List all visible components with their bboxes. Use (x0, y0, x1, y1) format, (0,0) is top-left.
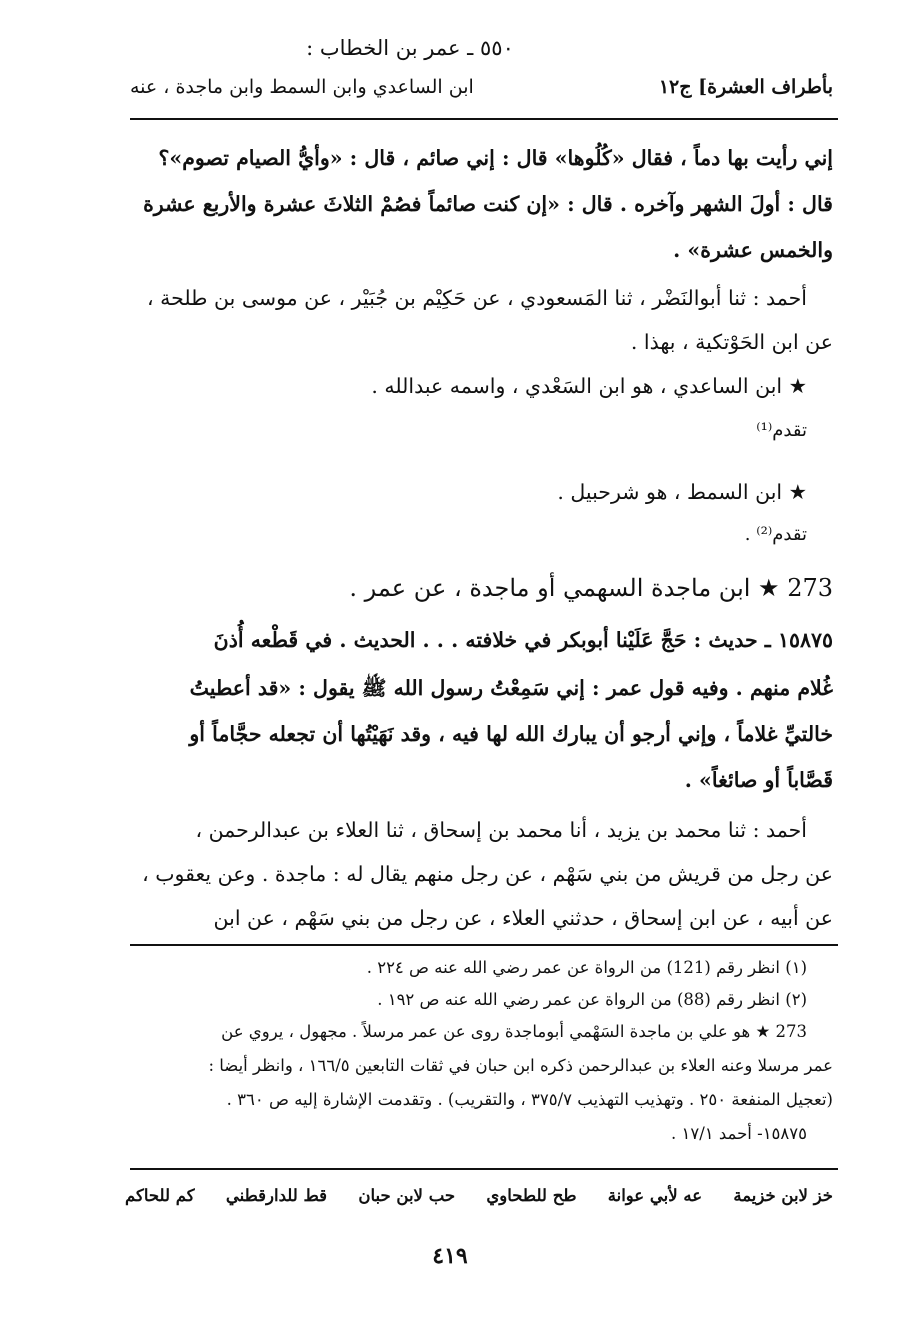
header-rule (130, 118, 838, 120)
body-line: عن ابن الحَوْتكية ، بهذا . (630, 330, 833, 354)
footnote: (٢) انظر رقم (88) من الرواة عن عمر رضي الله عنه ص ١٩٢ . (377, 990, 807, 1009)
running-head-book: بأطراف العشرة] ج١٢ (658, 76, 833, 98)
footnote: (تعجيل المنفعة ٢٥٠ . وتهذيب التهذيب ٣٧٥/٧ ، والتقريب) . وتقدمت الإشارة إليه ص ٣٦٠ . (226, 1090, 833, 1109)
footnote: (١) انظر رقم (121) من الرواة عن عمر رضي الله عنه ص ٢٢٤ . (366, 958, 807, 977)
entry-heading: 273 ★ ابن ماجدة السهمي أو ماجدة ، عن عمر . (349, 574, 833, 602)
footnote-rule (130, 944, 838, 946)
isnad-line: أحمد : ثنا محمد بن يزيد ، أنا محمد بن إسحاق ، ثنا العلاء بن عبدالرحمن ، (195, 818, 807, 842)
footnote: عمر مرسلا وعنه العلاء بن عبدالرحمن ذكره ابن حبان في ثقات التابعين ١٦٦/٥ ، وانظر أيضا : (208, 1056, 833, 1075)
body-line: والخمس عشرة» . (673, 238, 833, 262)
page-number: ٤١٩ (432, 1243, 468, 1269)
running-head-title: ٥٥٠ ـ عمر بن الخطاب : (306, 36, 514, 60)
siglum: طح للطحاوي (486, 1186, 577, 1205)
star-note: ★ ابن السمط ، هو شرحبيل . (557, 480, 807, 504)
body-line: إني رأيت بها دماً ، فقال «كُلُوها» قال : إني صائم ، قال : «وأيُّ الصيام تصوم»؟ (158, 146, 833, 170)
sigla-rule (130, 1168, 838, 1170)
cross-reference: تقدم⁽¹⁾ (756, 420, 807, 441)
siglum: خز لابن خزيمة (733, 1186, 833, 1205)
isnad-line: عن رجل من قريش من بني سَهْم ، عن رجل منهم يقال له : ماجدة . وعن يعقوب ، (142, 862, 833, 886)
footnote: ١٥٨٧٥- أحمد ١٧/١ . (670, 1124, 807, 1143)
body-line: أحمد : ثنا أبوالنَضْر ، ثنا المَسعودي ، عن حَكِيْم بن جُبَيْر ، عن موسى بن طلحة ، (147, 286, 807, 310)
siglum: كم للحاكم (125, 1186, 195, 1205)
running-head-section: ابن الساعدي وابن السمط وابن ماجدة ، عنه (130, 76, 474, 98)
footnote: 273 ★ هو علي بن ماجدة السَهْمي أبوماجدة روى عن عمر مرسلاً . مجهول ، يروي عن (221, 1022, 807, 1041)
sigla-legend (125, 1186, 833, 1205)
siglum: قط للدارقطني (225, 1186, 328, 1205)
star-note: ★ ابن الساعدي ، هو ابن السَعْدي ، واسمه عبدالله . (371, 374, 807, 398)
isnad-line: عن أبيه ، عن ابن إسحاق ، حدثني العلاء ، عن رجل من بني سَهْم ، عن ابن (213, 906, 833, 930)
hadith-line: ١٥٨٧٥ ـ حديث : حَجَّ عَلَيْنا أبوبكر في خلافته . . . الحديث . في قَطْعه أُذنَ (213, 628, 833, 652)
hadith-line: غُلام منهم . وفيه قول عمر : إني سَمِعْتُ رسول الله ﷺ يقول : «قد أعطيتُ (189, 676, 833, 700)
body-line: قال : أولَ الشهر وآخره . قال : «إن كنت صائماً فصُمْ الثلاثَ عشرة والأربع عشرة (143, 192, 833, 216)
hadith-line: قَصَّاباً أو صائغاً» . (684, 768, 833, 792)
cross-reference: تقدم⁽²⁾ . (744, 524, 807, 545)
hadith-line: خالتيِّ غلاماً ، وإني أرجو أن يبارك الله لها فيه ، وقد نَهَيْتُها أن تجعله حجَّاماً أو (189, 722, 833, 746)
siglum: عه لأبي عوانة (607, 1186, 703, 1205)
siglum: حب لابن حبان (358, 1186, 456, 1205)
